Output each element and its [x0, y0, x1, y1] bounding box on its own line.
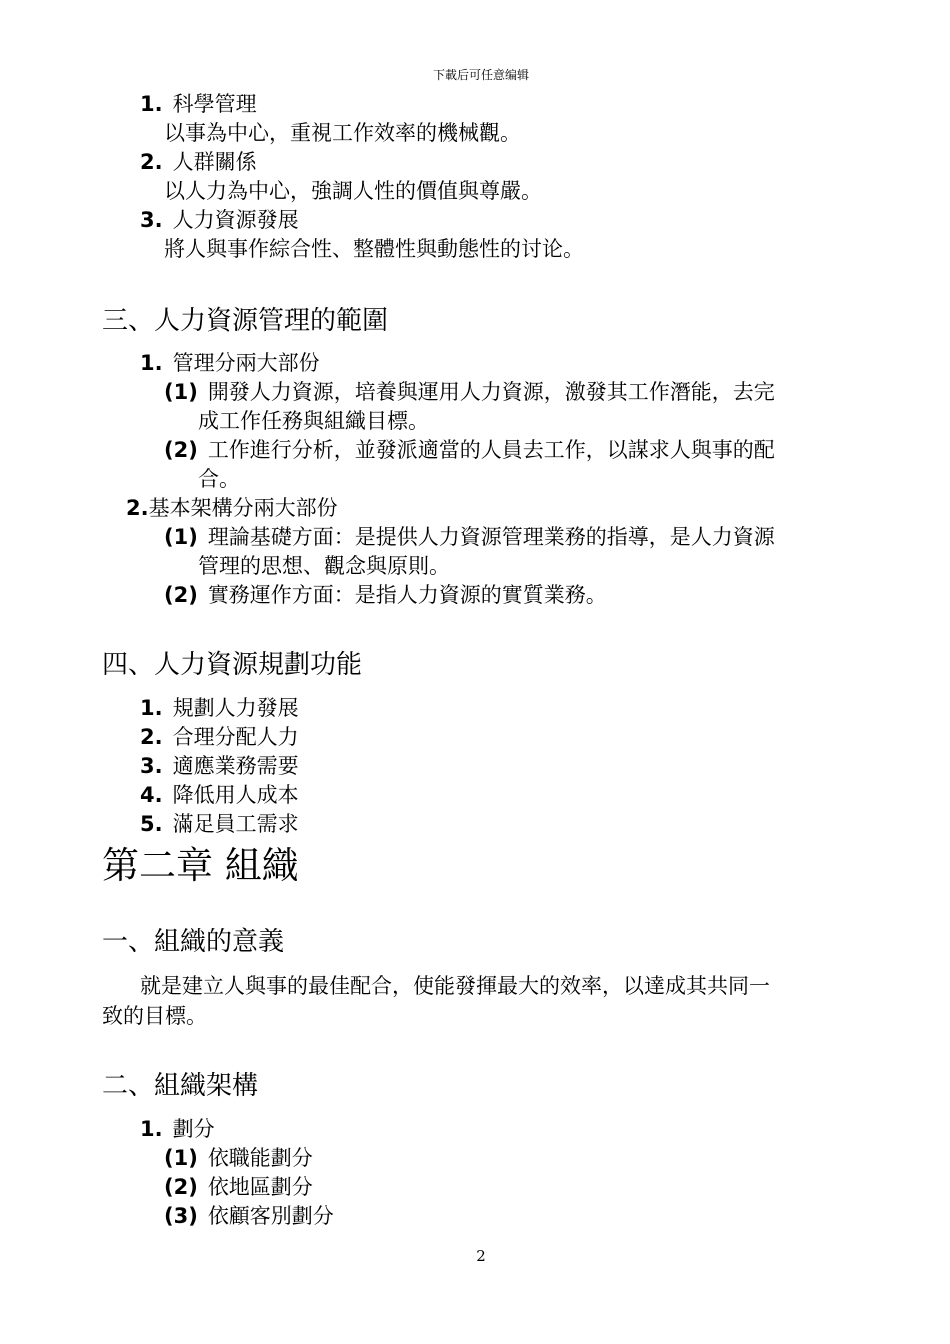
- chapter-title: 第二章 組織: [102, 844, 299, 887]
- sub-item-text: 依顧客別劃分: [207, 1204, 334, 1228]
- section-heading: 一、組織的意義: [102, 927, 285, 957]
- item-title: 人群關係: [172, 150, 257, 174]
- item-number: 2.: [140, 725, 163, 749]
- item-number: 1.: [140, 696, 163, 720]
- item-text: 規劃人力發展: [172, 696, 299, 720]
- item-number: 4.: [140, 783, 163, 807]
- item-number: 3.: [140, 208, 163, 232]
- page-number: 2: [476, 1247, 486, 1265]
- paragraph-line: 就是建立人與事的最佳配合，使能發揮最大的效率，以達成其共同一: [140, 974, 770, 998]
- sub-item: [164, 1144, 313, 1172]
- section-heading: 四、人力資源規劃功能: [102, 650, 363, 680]
- item-number: 5.: [140, 812, 163, 836]
- section-heading: 二、組織架構: [102, 1071, 259, 1101]
- sub-item-number: (2): [164, 438, 198, 462]
- sub-item-number: (1): [164, 1146, 198, 1170]
- sub-item: [164, 436, 775, 464]
- list-item: [140, 810, 299, 838]
- list-item: [140, 206, 299, 234]
- header-note: 下載后可任意编辑: [432, 68, 529, 82]
- paragraph-line: 致的目標。: [102, 1004, 207, 1028]
- item-number: 1.: [140, 92, 163, 116]
- sub-item-text: 依地區劃分: [207, 1175, 313, 1199]
- item-text: 滿足員工需求: [172, 812, 299, 836]
- sub-item-continuation: 成工作任務與組織目標。: [198, 409, 429, 433]
- sub-item-number: (2): [164, 1175, 198, 1199]
- sub-item-continuation: 管理的思想、觀念與原則。: [198, 554, 450, 578]
- sub-item: [164, 1173, 313, 1201]
- item-text: 合理分配人力: [172, 725, 299, 749]
- item-number: 1.: [140, 1117, 163, 1141]
- list-item: [140, 148, 257, 176]
- sub-item-text: 依職能劃分: [207, 1146, 313, 1170]
- item-description: 以人力為中心，強調人性的價值與尊嚴。: [164, 179, 542, 203]
- sub-item-number: (2): [164, 583, 198, 607]
- sub-item: [164, 523, 775, 551]
- sub-item-text: 理論基礎方面：是提供人力資源管理業務的指導，是人力資源: [207, 525, 775, 549]
- item-title: 科學管理: [172, 92, 257, 116]
- list-item: [140, 752, 299, 780]
- item-title: 管理分兩大部份: [172, 351, 320, 375]
- list-item: [140, 723, 299, 751]
- list-item: [140, 1115, 215, 1143]
- sub-item-text: 工作進行分析，並發派適當的人員去工作，以謀求人與事的配: [207, 438, 775, 462]
- sub-item-text: 實務運作方面：是指人力資源的實質業務。: [207, 583, 607, 607]
- item-description: 將人與事作綜合性、整體性與動態性的讨论。: [164, 237, 584, 261]
- item-text: 降低用人成本: [172, 783, 299, 807]
- list-item: [140, 349, 320, 377]
- sub-item-number: (3): [164, 1204, 198, 1228]
- sub-item-number: (1): [164, 380, 198, 404]
- sub-item: [164, 581, 607, 609]
- list-item: [140, 781, 299, 809]
- item-description: 以事為中心，重視工作效率的機械觀。: [164, 121, 521, 145]
- item-number: 2.: [126, 496, 149, 520]
- sub-item: [164, 378, 775, 406]
- item-title: 基本架構分兩大部份: [148, 496, 338, 520]
- sub-item-number: (1): [164, 525, 198, 549]
- list-item: [140, 694, 299, 722]
- item-title: 人力資源發展: [172, 208, 299, 232]
- list-item: [140, 90, 257, 118]
- item-number: 2.: [140, 150, 163, 174]
- section-heading: 三、人力資源管理的範圍: [102, 306, 389, 336]
- item-text: 適應業務需要: [172, 754, 299, 778]
- item-number: 3.: [140, 754, 163, 778]
- item-title: 劃分: [172, 1117, 215, 1141]
- sub-item: [164, 1202, 334, 1230]
- sub-item-continuation: 合。: [198, 467, 240, 491]
- sub-item-text: 開發人力資源，培養與運用人力資源，激發其工作潛能，去完: [207, 380, 775, 404]
- list-item: [126, 494, 338, 522]
- item-number: 1.: [140, 351, 163, 375]
